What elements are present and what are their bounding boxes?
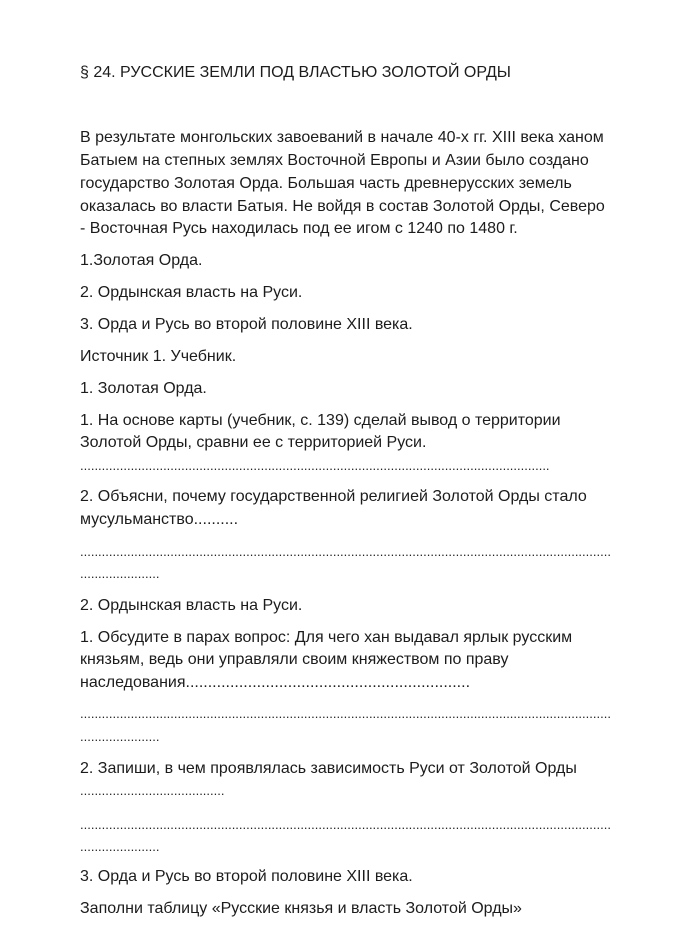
answer-blank[interactable]: .................................................................................................................................. [80, 459, 550, 473]
source-label: Источник 1. Учебник. [80, 348, 237, 365]
page-title: § 24. РУССКИЕ ЗЕМЛИ ПОД ВЛАСТЬЮ ЗОЛОТОЙ ОРДЫ [80, 64, 511, 81]
task-text: князьям, ведь они управляли своим княжеством по праву [80, 651, 509, 668]
task-text: наследования................................................................ [80, 674, 471, 691]
task-text: 1. Обсудите в парах вопрос: Для чего хан выдавал ярлык русским [80, 629, 573, 646]
task-text: 2. Объясни, почему государственной религией Золотой Орды стало [80, 488, 587, 505]
task-text: 1. На основе карты (учебник, с. 139) сделай вывод о территории [80, 412, 561, 429]
section-heading: 1. Золотая Орда. [80, 380, 207, 397]
task-text: Золотой Орды, сравни ее с территорией Руси. [80, 434, 427, 451]
intro-line: государство Золотая Орда. Большая часть древнерусских земель [80, 175, 572, 192]
intro-line: - Восточная Русь находилась под ее игом с 1240 по 1480 г. [80, 220, 518, 237]
answer-blank[interactable]: ................................................................................................................................................... [80, 707, 611, 721]
intro-line: В результате монгольских завоеваний в начале 40-х гг. XIII века ханом [80, 129, 604, 146]
answer-blank[interactable]: ................................................................................................................................................... [80, 545, 611, 559]
plan-item: 1.Золотая Орда. [80, 252, 203, 269]
plan-item: 3. Орда и Русь во второй половине XIII века. [80, 316, 413, 333]
task-text: мусульманство.......... [80, 511, 239, 528]
answer-blank[interactable]: ...................... [80, 567, 160, 581]
section-heading: 3. Орда и Русь во второй половине XIII века. [80, 868, 413, 885]
plan-item: 2. Ордынская власть на Руси. [80, 284, 303, 301]
answer-blank[interactable]: ...................... [80, 730, 160, 744]
intro-line: оказалась во власти Батыя. Не войдя в состав Золотой Орды, Северо [80, 198, 605, 215]
intro-line: Батыем на степных землях Восточной Европы и Азии было создано [80, 152, 589, 169]
answer-blank[interactable]: ........................................ [80, 784, 225, 798]
section-heading: 2. Ордынская власть на Руси. [80, 597, 303, 614]
answer-blank[interactable]: ...................... [80, 840, 160, 854]
task-text: Заполни таблицу «Русские князья и власть Золотой Орды» [80, 900, 522, 917]
task-text: 2. Запиши, в чем проявлялась зависимость Руси от Золотой Орды [80, 760, 577, 777]
answer-blank[interactable]: ................................................................................................................................................... [80, 818, 611, 832]
